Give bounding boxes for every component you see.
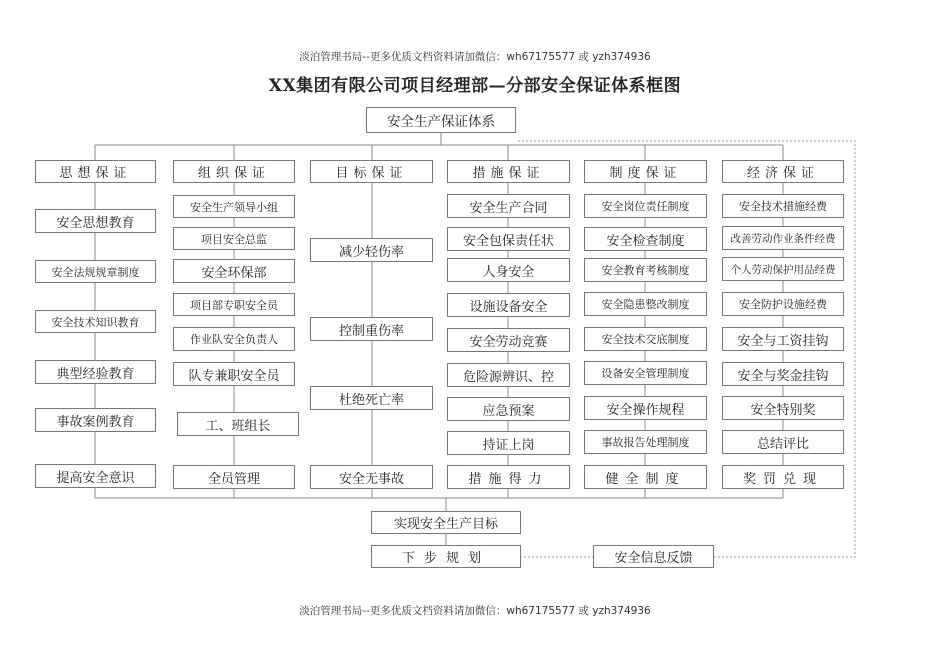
item-box: 安全隐患整改制度 bbox=[584, 292, 707, 316]
item-box: 安全环保部 bbox=[173, 259, 295, 283]
item-box: 奖罚兑现 bbox=[722, 465, 844, 489]
item-box: 健全制度 bbox=[584, 465, 707, 489]
category-economy: 经济保证 bbox=[722, 160, 844, 183]
item-box: 项目部专职安全员 bbox=[173, 293, 295, 316]
item-box: 队专兼职安全员 bbox=[173, 362, 295, 386]
item-box: 提高安全意识 bbox=[35, 464, 156, 488]
item-box: 设备安全管理制度 bbox=[584, 361, 707, 385]
item-box: 安全与奖金挂钩 bbox=[722, 362, 844, 386]
item-box: 安全技术知识教育 bbox=[35, 310, 156, 333]
item-box: 安全检查制度 bbox=[584, 227, 707, 251]
feedback-box: 安全信息反馈 bbox=[593, 545, 714, 568]
item-box: 安全劳动竞赛 bbox=[447, 328, 570, 352]
item-box: 安全思想教育 bbox=[35, 209, 156, 233]
item-box: 安全操作规程 bbox=[584, 396, 707, 420]
root-box: 安全生产保证体系 bbox=[366, 107, 516, 133]
item-box: 典型经验教育 bbox=[35, 360, 156, 384]
item-box: 控制重伤率 bbox=[310, 317, 433, 341]
item-box: 事故案例教育 bbox=[35, 408, 156, 432]
page-title: XX集团有限公司项目经理部—分部安全保证体系框图 bbox=[268, 76, 682, 96]
item-box: 个人劳动保护用品经费 bbox=[722, 257, 844, 281]
category-target: 目标保证 bbox=[310, 160, 433, 183]
category-organization: 组织保证 bbox=[173, 160, 295, 183]
item-box: 设施设备安全 bbox=[447, 293, 570, 317]
next-plan-box: 下步规划 bbox=[371, 545, 521, 568]
item-box: 项目安全总监 bbox=[173, 227, 295, 250]
item-box: 减少轻伤率 bbox=[310, 238, 433, 262]
item-box: 工、班组长 bbox=[177, 412, 299, 436]
item-box: 安全防护设施经费 bbox=[722, 292, 844, 316]
item-box: 改善劳动作业条件经费 bbox=[722, 226, 844, 250]
item-box: 事故报告处理制度 bbox=[584, 430, 707, 454]
category-measures: 措施保证 bbox=[447, 160, 570, 183]
item-box: 安全包保责任状 bbox=[447, 227, 570, 251]
item-box: 危险源辨识、控 bbox=[447, 363, 570, 387]
item-box: 措施得力 bbox=[447, 465, 570, 489]
item-box: 人身安全 bbox=[447, 258, 570, 282]
item-box: 安全技术交底制度 bbox=[584, 327, 707, 351]
item-box: 安全特别奖 bbox=[722, 396, 844, 420]
item-box: 应急预案 bbox=[447, 397, 570, 421]
item-box: 总结评比 bbox=[722, 430, 844, 454]
item-box: 安全生产领导小组 bbox=[173, 195, 295, 218]
item-box: 安全与工资挂钩 bbox=[722, 327, 844, 351]
category-ideology: 思想保证 bbox=[35, 160, 156, 183]
item-box: 全员管理 bbox=[173, 465, 295, 489]
header-note: 淡泊管理书局--更多优质文档资料请加微信：wh67175577 或 yzh374936 bbox=[299, 51, 651, 63]
goal-box: 实现安全生产目标 bbox=[371, 511, 521, 534]
item-box: 安全无事故 bbox=[310, 465, 433, 489]
item-box: 安全岗位责任制度 bbox=[584, 194, 707, 218]
item-box: 作业队安全负责人 bbox=[173, 327, 295, 351]
item-box: 安全生产合同 bbox=[447, 194, 570, 218]
item-box: 持证上岗 bbox=[447, 431, 570, 455]
item-box: 安全技术措施经费 bbox=[722, 194, 844, 218]
category-system: 制度保证 bbox=[584, 160, 707, 183]
footer-note: 淡泊管理书局--更多优质文档资料请加微信：wh67175577 或 yzh374936 bbox=[299, 605, 651, 617]
item-box: 安全法规规章制度 bbox=[35, 260, 156, 283]
item-box: 安全教育考核制度 bbox=[584, 258, 707, 282]
item-box: 杜绝死亡率 bbox=[310, 386, 433, 410]
